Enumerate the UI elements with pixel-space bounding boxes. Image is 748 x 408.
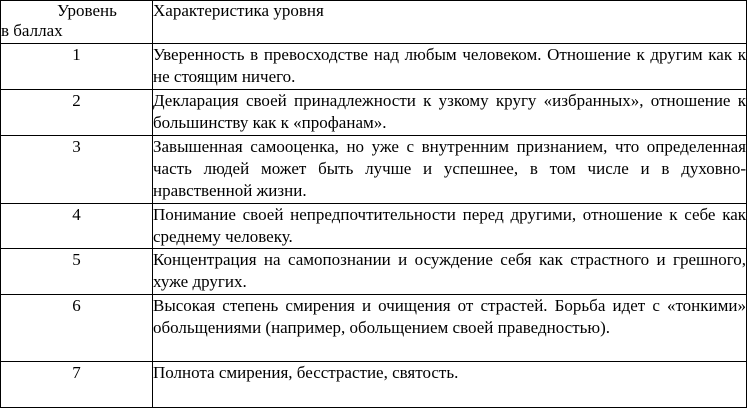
table-row xyxy=(1,362,747,408)
table-row xyxy=(1,204,747,249)
table-row xyxy=(1,90,747,136)
score-column-header xyxy=(1,1,153,44)
level-description: Понимание своей непредпочтительности перед другими, отношение к себе как среднему человеку. xyxy=(153,204,747,249)
description-column-header: Характеристика уровня xyxy=(153,1,747,44)
table-row xyxy=(1,295,747,362)
table-row xyxy=(1,136,747,204)
score-header-line1: Уровень xyxy=(57,1,117,20)
table-row xyxy=(1,249,747,295)
level-description: Полнота смирения, бесстрастие, святость. xyxy=(153,362,747,408)
table-header-row xyxy=(1,1,747,44)
level-score: 3 xyxy=(1,136,153,204)
level-score: 5 xyxy=(1,249,153,295)
level-score: 4 xyxy=(1,204,153,249)
level-description: Декларация своей принадлежности к узкому кругу «избранных», отношение к большинству как к «профанам». xyxy=(153,90,747,136)
level-description: Завышенная самооценка, но уже с внутренним признанием, что определенная часть людей может быть лучше и успешнее, в том числе и в духовно-нравственной жизни. xyxy=(153,136,747,204)
level-description: Концентрация на самопознании и осуждение себя как страстного и грешного, хуже других. xyxy=(153,249,747,295)
level-score: 7 xyxy=(1,362,153,408)
score-header-line2: в баллах xyxy=(1,21,63,40)
level-score: 1 xyxy=(1,44,153,90)
level-description: Высокая степень смирения и очищения от страстей. Борьба идет с «тонкими» обольщениями (например, обольщением своей праведностью). xyxy=(153,295,747,362)
level-score: 2 xyxy=(1,90,153,136)
table-row xyxy=(1,44,747,90)
level-score: 6 xyxy=(1,295,153,362)
level-description: Уверенность в превосходстве над любым человеком. Отношение к другим как к не стоящим ничего. xyxy=(153,44,747,90)
